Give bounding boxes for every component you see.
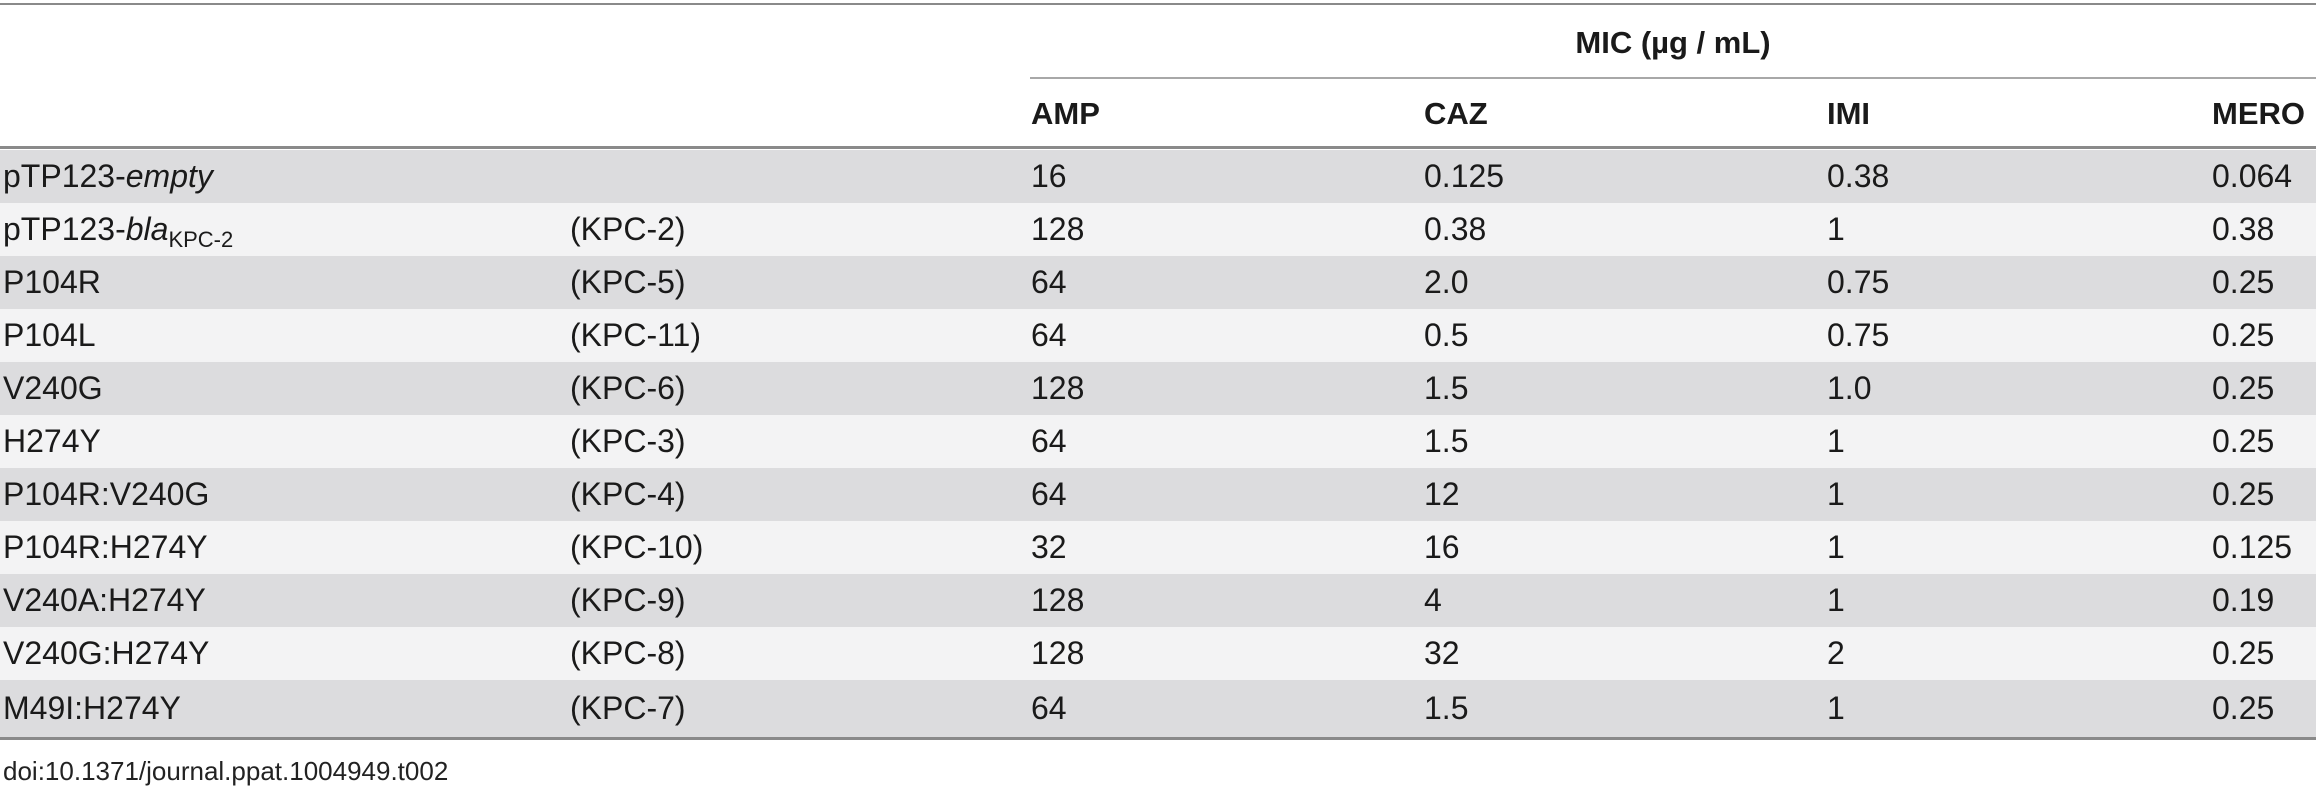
cell-imi: 0.75 <box>1827 264 1890 300</box>
cell-imi: 1.0 <box>1827 370 1872 406</box>
cell-mero: 0.125 <box>2212 529 2293 565</box>
row-name: H274Y <box>3 423 101 459</box>
table-row <box>0 468 2316 521</box>
cell-caz: 12 <box>1424 476 1460 512</box>
cell-mero: 0.25 <box>2212 690 2275 726</box>
table-row <box>0 256 2316 309</box>
table-row <box>0 362 2316 415</box>
cell-mero: 0.25 <box>2212 264 2275 300</box>
row-name: M49I:H274Y <box>3 690 181 726</box>
row-variant: (KPC-3) <box>570 423 686 459</box>
cell-mero: 0.064 <box>2212 158 2293 194</box>
row-variant: (KPC-7) <box>570 690 686 726</box>
cell-imi: 1 <box>1827 529 1845 565</box>
table-top-rule <box>0 3 2316 5</box>
cell-amp: 128 <box>1031 635 1085 671</box>
cell-caz: 0.125 <box>1424 158 1505 194</box>
row-name: V240A:H274Y <box>3 582 206 618</box>
cell-mero: 0.25 <box>2212 476 2275 512</box>
cell-amp: 32 <box>1031 529 1067 565</box>
cell-caz: 4 <box>1424 582 1442 618</box>
column-header-imi: IMI <box>1827 96 1871 131</box>
row-name-italic: empty <box>125 158 213 194</box>
row-name: P104R:V240G <box>3 476 210 512</box>
cell-amp: 64 <box>1031 264 1067 300</box>
cell-mero: 0.25 <box>2212 423 2275 459</box>
cell-amp: 64 <box>1031 476 1067 512</box>
table-row <box>0 680 2316 737</box>
cell-mero: 0.25 <box>2212 317 2275 353</box>
cell-caz: 0.38 <box>1424 211 1487 247</box>
cell-amp: 16 <box>1031 158 1067 194</box>
column-header-amp: AMP <box>1031 96 1100 131</box>
cell-caz: 1.5 <box>1424 370 1469 406</box>
table-row <box>0 309 2316 362</box>
row-name-cell <box>3 203 233 256</box>
row-variant: (KPC-5) <box>570 264 686 300</box>
cell-mero: 0.19 <box>2212 582 2275 618</box>
table-row <box>0 574 2316 627</box>
cell-amp: 64 <box>1031 317 1067 353</box>
row-name: V240G:H274Y <box>3 635 210 671</box>
cell-imi: 0.75 <box>1827 317 1890 353</box>
table-row <box>0 203 2316 256</box>
row-name-prefix: pTP123- <box>3 158 126 194</box>
cell-mero: 0.25 <box>2212 635 2275 671</box>
cell-imi: 1 <box>1827 423 1845 459</box>
cell-caz: 2.0 <box>1424 264 1469 300</box>
cell-caz: 0.5 <box>1424 317 1469 353</box>
row-name: P104R <box>3 264 101 300</box>
row-variant: (KPC-10) <box>570 529 704 565</box>
cell-amp: 64 <box>1031 690 1067 726</box>
cell-caz: 16 <box>1424 529 1460 565</box>
cell-caz: 1.5 <box>1424 690 1469 726</box>
cell-mero: 0.38 <box>2212 211 2275 247</box>
row-variant: (KPC-11) <box>570 317 701 353</box>
cell-imi: 1 <box>1827 476 1845 512</box>
header-group-mic: MIC (µg / mL) <box>1575 25 1771 60</box>
header-group-rule <box>1030 77 2316 79</box>
table-bottom-rule <box>0 737 2316 740</box>
doi-caption: doi:10.1371/journal.ppat.1004949.t002 <box>3 756 449 786</box>
row-variant: (KPC-9) <box>570 582 686 618</box>
row-variant: (KPC-2) <box>570 211 686 247</box>
cell-imi: 1 <box>1827 211 1845 247</box>
row-name-cell <box>3 150 213 203</box>
row-name-prefix: pTP123- <box>3 211 126 247</box>
cell-imi: 2 <box>1827 635 1845 671</box>
row-name-italic: bla <box>125 211 169 247</box>
cell-imi: 1 <box>1827 690 1845 726</box>
column-header-caz: CAZ <box>1424 96 1488 131</box>
table-row <box>0 627 2316 680</box>
row-variant: (KPC-6) <box>570 370 686 406</box>
cell-imi: 0.38 <box>1827 158 1890 194</box>
cell-caz: 1.5 <box>1424 423 1469 459</box>
cell-caz: 32 <box>1424 635 1460 671</box>
table-row <box>0 415 2316 468</box>
cell-amp: 128 <box>1031 582 1085 618</box>
cell-amp: 128 <box>1031 370 1085 406</box>
row-variant: (KPC-4) <box>570 476 686 512</box>
column-header-mero: MERO <box>2212 96 2305 131</box>
row-name: V240G <box>3 370 103 406</box>
row-name: P104R:H274Y <box>3 529 208 565</box>
cell-mero: 0.25 <box>2212 370 2275 406</box>
row-name-subscript: KPC-2 <box>168 226 234 252</box>
cell-imi: 1 <box>1827 582 1845 618</box>
cell-amp: 128 <box>1031 211 1085 247</box>
row-variant: (KPC-8) <box>570 635 686 671</box>
header-bottom-rule <box>0 146 2316 149</box>
row-name: P104L <box>3 317 96 353</box>
cell-amp: 64 <box>1031 423 1067 459</box>
table-row <box>0 150 2316 203</box>
table-row <box>0 521 2316 574</box>
